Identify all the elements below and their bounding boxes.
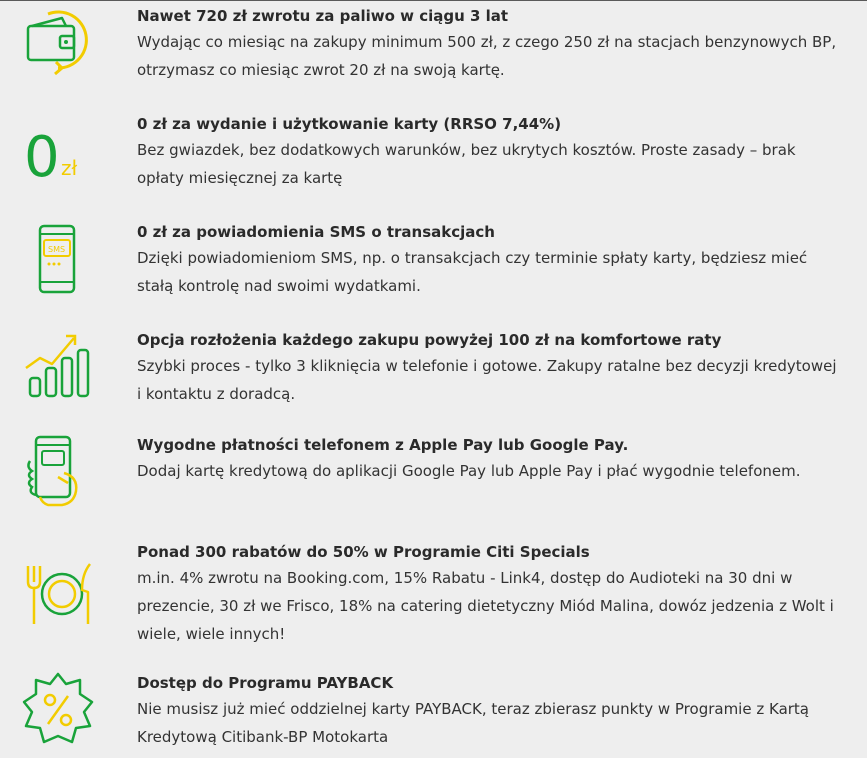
feature-description: m.in. 4% zwrotu na Booking.com, 15% Rabatu - Link4, dostęp do Audioteki na 30 dni w prezencie, 30 zł we Frisco, 18% na catering dietetyczny Miód Malina, dowóz jedzenia z Wolt i wiele, wiele innych! <box>137 569 834 643</box>
feature-title: Wygodne płatności telefonem z Apple Pay lub Google Pay. <box>137 436 629 454</box>
zloty-label: zł <box>61 156 78 180</box>
hand-phone-icon <box>18 433 98 513</box>
feature-title: 0 zł za powiadomienia SMS o transakcjach <box>137 223 495 241</box>
feature-title: 0 zł za wydanie i użytkowanie karty (RRSO 7,44%) <box>137 115 562 133</box>
feature-title: Nawet 720 zł zwrotu za paliwo w ciągu 3 lat <box>137 7 509 25</box>
feature-description: Wydając co miesiąc na zakupy minimum 500 zł, z czego 250 zł na stacjach benzynowych BP, otrzymasz co miesiąc zwrot 20 zł na swoją kartę. <box>137 33 837 79</box>
percent-badge-icon <box>18 670 98 750</box>
feature-description: Dzięki powiadomieniom SMS, np. o transakcjach czy terminie spłaty karty, będziesz mieć stałą kontrolę nad swoimi wydatkami. <box>137 249 808 295</box>
svg-text:SMS: SMS <box>48 245 66 254</box>
feature-description: Dodaj kartę kredytową do aplikacji Google Pay lub Apple Pay i płać wygodnie telefonem. <box>137 462 801 480</box>
top-divider <box>0 0 867 1</box>
feature-description: Nie musisz już mieć oddzielnej karty PAYBACK, teraz zbierasz punkty w Programie z Kartą Kredytową Citibank-BP Motokarta <box>137 700 809 746</box>
feature-description: Bez gwiazdek, bez dodatkowych warunków, bez ukrytych kosztów. Proste zasady – brak opłaty miesięcznej za kartę <box>137 141 796 187</box>
wallet-refund-icon <box>18 4 98 84</box>
fork-plate-icon <box>18 552 98 632</box>
feature-description: Szybki proces - tylko 3 kliknięcia w telefonie i gotowe. Zakupy ratalne bez decyzji kredytowej i kontaktu z doradcą. <box>137 357 837 403</box>
zero-zloty-icon <box>18 114 98 194</box>
zero-digit: 0 <box>24 125 60 190</box>
growth-chart-icon <box>18 328 98 408</box>
sms-phone-icon <box>18 220 98 300</box>
feature-title: Ponad 300 rabatów do 50% w Programie Citi Specials <box>137 543 590 561</box>
feature-title: Opcja rozłożenia każdego zakupu powyżej 100 zł na komfortowe raty <box>137 331 722 349</box>
feature-title: Dostęp do Programu PAYBACK <box>137 674 394 692</box>
